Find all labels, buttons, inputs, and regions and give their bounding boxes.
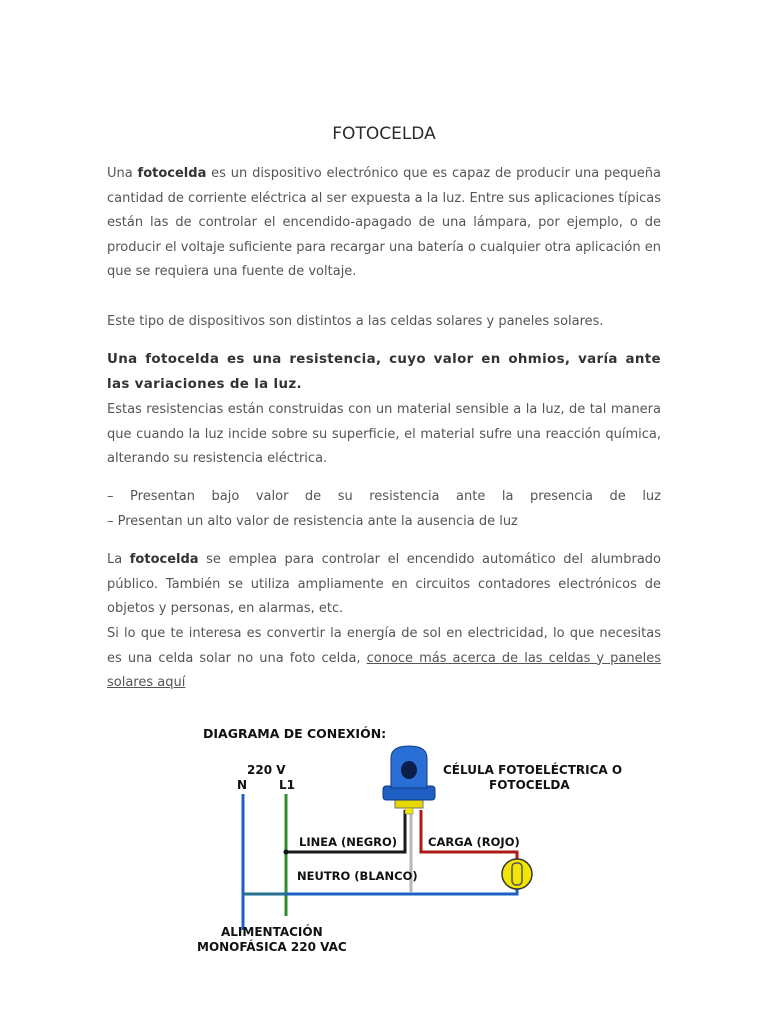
photocell-label-line1: CÉLULA FOTOELÉCTRICA O [443,763,623,777]
line-wire-label: LINEA (NEGRO) [299,835,398,849]
solar-text: Si lo que te interesa es convertir la energía de sol en electricidad, lo que necesitas es una celda solar no una foto celda, [107,626,661,666]
voltage-label: 220 V [247,763,286,777]
intro-text: es un dispositivo electrónico que es capaz de producir una pequeña cantidad de corriente eléctrica al ser expuesta a la luz. Entre sus aplicaciones típicas están las de controlar el encendido-apagado de una lámpara, por ejemplo, o de producir el voltaje suficiente para recargar una batería o cualquier otra aplicación en que se requiera una fuente de voltaje. [107,166,661,279]
neutral-return-wire [243,888,517,894]
paragraph-definition-body: Estas resistencias están construidas con un material sensible a la luz, de tal manera que cuando la luz incide sobre su superficie, el material sufre una reacción química, alterando su resistencia eléctrica. [107,402,661,466]
lamp-icon [502,859,532,889]
diagram-heading: DIAGRAMA DE CONEXIÓN: [203,726,387,741]
paragraph-uses [107,548,661,622]
supply-label-line2: MONOFÁSICA 220 VAC [197,940,347,954]
neutral-wire-label: NEUTRO (BLANCO) [297,869,418,883]
connection-diagram [193,718,623,960]
line-terminal-label: L1 [279,778,295,792]
paragraph-intro [107,162,661,285]
solar-panels-link[interactable]: conoce más acerca de las celdas y paneles solares aquí [107,650,661,690]
load-wire-label: CARGA (ROJO) [428,835,520,849]
paragraph-difference: Este tipo de dispositivos son distintos a las celdas solares y paneles solares. [107,314,604,329]
bullet-item: – Presentan bajo valor de su resistencia ante la presencia de luz [107,489,661,504]
paragraph-definition-lead: Una fotocelda es una resistencia, cuyo valor en ohmios, varía ante las variaciones de la luz. [107,352,661,392]
supply-label-line1: ALIMENTACIÓN [221,925,323,939]
junction-dot [284,850,289,855]
bullet-item: – Presentan un alto valor de resistencia ante la ausencia de luz [107,513,518,529]
intro-lead-text: Una [107,166,138,181]
uses-lead-text: La [107,552,130,567]
page-title: FOTOCELDA [332,124,436,144]
paragraph-solar [107,622,661,696]
photocell-label-line2: FOTOCELDA [489,778,570,792]
neutral-terminal-label: N [237,778,248,792]
photocell-icon [383,746,435,814]
bullet-list [107,485,661,534]
intro-term: fotocelda [137,166,207,181]
uses-term: fotocelda [129,552,199,567]
uses-text: se emplea para controlar el encendido automático del alumbrado público. También se utiliza ampliamente en circuitos contadores electrónicos de objetos y personas, en alarmas, etc. [107,552,661,616]
